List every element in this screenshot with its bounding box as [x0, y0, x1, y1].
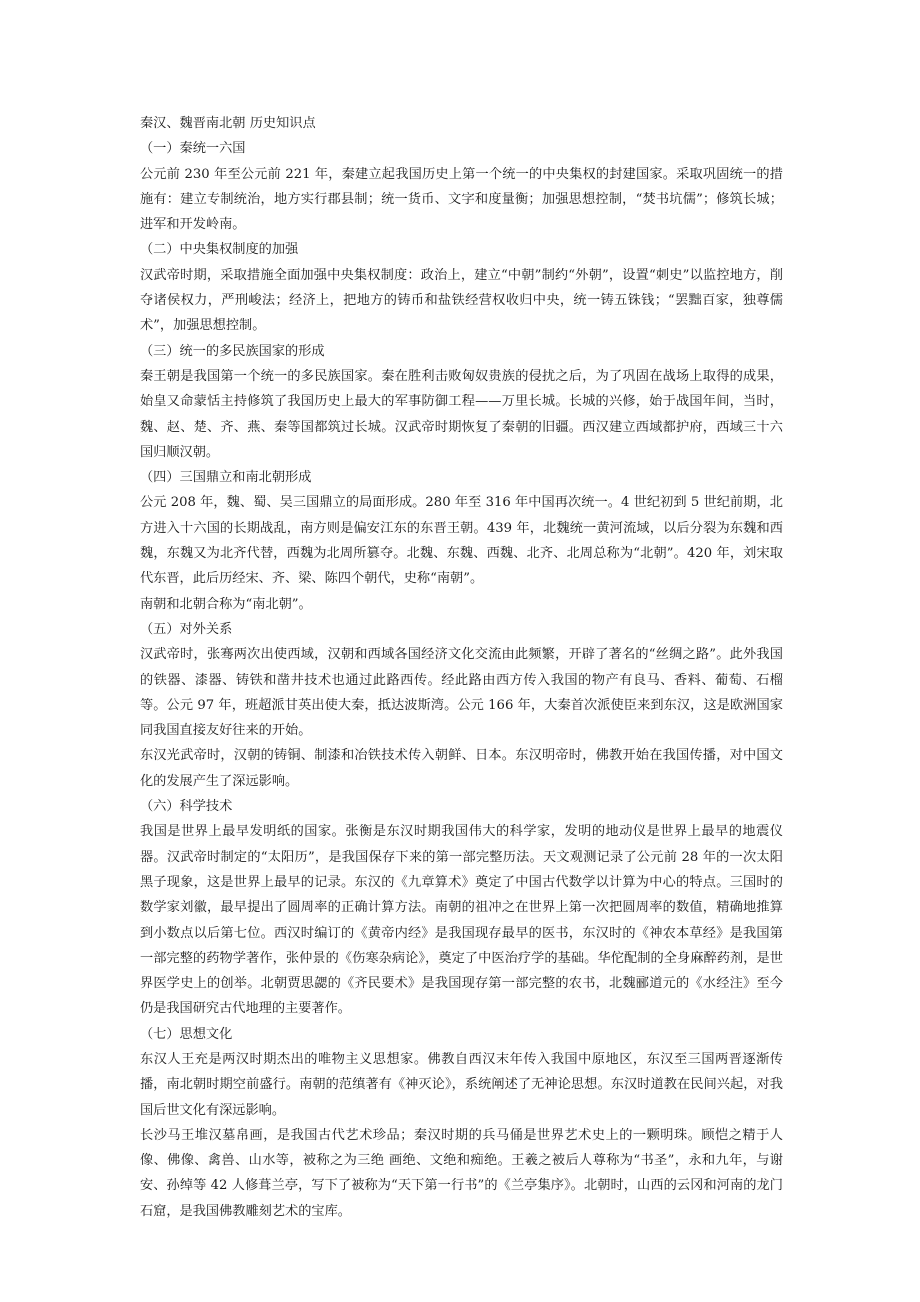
section-5-paragraph-1: 汉武帝时，张骞两次出使西域，汉朝和西域各国经济文化交流由此频繁，开辟了著名的“丝绸之路”。此外我国的铁器、漆器、铸铁和凿井技术也通过此路西传。经此路由西方传入我国的物产有良马、香料、葡萄、石榴等。公元 97 年，班超派甘英出使大秦，抵达波斯湾。公元 166 年，大秦首次派使臣来到东汉，这是欧洲国家同我国直接友好往来的开始。: [140, 647, 783, 739]
section-4-paragraph-2: 南朝和北朝合称为“南北朝”。: [140, 596, 312, 612]
section-heading-3: （三）统一的多民族国家的形成: [140, 343, 325, 359]
section-heading-1: （一）秦统一六国: [140, 141, 246, 157]
section-3-paragraph-1: 秦王朝是我国第一个统一的多民族国家。秦在胜利击败匈奴贵族的侵扰之后，为了巩固在战场上取得的成果，始皇又命蒙恬主持修筑了我国历史上最大的军事防御工程——万里长城。长城的兴修，始于战国年间，当时，魏、赵、楚、齐、燕、秦等国都筑过长城。汉武帝时期恢复了秦朝的旧疆。西汉建立西域都护府，西域三十六国归顺汉朝。: [140, 368, 783, 460]
section-5-paragraph-2: 东汉光武帝时，汉朝的铸铜、制漆和冶铁技术传入朝鲜、日本。东汉明帝时，佛教开始在我国传播，对中国文化的发展产生了深远影响。: [140, 748, 783, 789]
document-title: 秦汉、魏晋南北朝 历史知识点: [140, 116, 316, 131]
section-7-paragraph-1: 东汉人王充是两汉时期杰出的唯物主义思想家。佛教自西汉末年传入我国中原地区，东汉至三国两晋逐渐传播，南北朝时期空前盛行。南朝的范缜著有《神灭论》，系统阐述了无神论思想。东汉时道教在民间兴起，对我国后世文化有深远影响。: [140, 1051, 783, 1118]
section-4-paragraph-1: 公元 208 年，魏、蜀、吴三国鼎立的局面形成。280 年至 316 年中国再次统一。4 世纪初到 5 世纪前期，北方进入十六国的长期战乱，南方则是偏安江东的东晋王朝。439 年，北魏统一黄河流域，以后分裂为东魏和西魏，东魏又为北齐代替，西魏为北周所篡夺。北魏、东魏、西魏、北齐、北周总称为“北朝”。420 年，刘宋取代东晋，此后历经宋、齐、梁、陈四个朝代，史称“南朝”。: [140, 495, 783, 587]
section-heading-5: （五）对外关系: [140, 621, 233, 637]
section-1-paragraph-1: 公元前 230 年至公元前 221 年，秦建立起我国历史上第一个统一的中央集权的封建国家。采取巩固统一的措施有：建立专制统治，地方实行郡县制；统一货币、文字和度量衡；加强思想控制，“焚书坑儒”；修筑长城；进军和开发岭南。: [140, 166, 783, 233]
document-page: [140, 111, 783, 1224]
section-heading-4: （四）三国鼎立和南北朝形成: [140, 470, 312, 486]
section-2-paragraph-1: 汉武帝时期，采取措施全面加强中央集权制度：政治上，建立“中朝”制约“外朝”，设置“刺史”以监控地方，削夺诸侯权力，严刑峻法；经济上，把地方的铸币和盐铁经营权收归中央，统一铸五铢钱；“罢黜百家，独尊儒术”，加强思想控制。: [140, 267, 783, 334]
section-heading-7: （七）思想文化: [140, 1026, 233, 1042]
section-heading-2: （二）中央集权制度的加强: [140, 242, 299, 258]
section-6-paragraph-1: 我国是世界上最早发明纸的国家。张衡是东汉时期我国伟大的科学家，发明的地动仪是世界上最早的地震仪器。汉武帝时制定的“太阳历”，是我国保存下来的第一部完整历法。天文观测记录了公元前 28 年的一次太阳黑子现象，这是世界上最早的记录。东汉的《九章算术》奠定了中国古代数学以计算为中心的特点。三国时的数学家刘徽，最早提出了圆周率的正确计算方法。南朝的祖冲之在世界上第一次把圆周率的数值，精确地推算到小数点以后第七位。西汉时编订的《黄帝内经》是我国现存最早的医书，东汉时的《神农本草经》是我国第一部完整的药物学著作，张仲景的《伤寒杂病论》，奠定了中医治疗学的基础。华佗配制的全身麻醉药剂，是世界医学史上的创举。北朝贾思勰的《齐民要术》是我国现存第一部完整的农书，北魏郦道元的《水经注》至今仍是我国研究古代地理的主要著作。: [140, 824, 783, 1017]
section-heading-6: （六）科学技术: [140, 799, 233, 815]
section-7-paragraph-2: 长沙马王堆汉墓帛画，是我国古代艺术珍品；秦汉时期的兵马俑是世界艺术史上的一颗明珠。顾恺之精于人像、佛像、禽兽、山水等，被称之为三绝 画绝、文绝和痴绝。王羲之被后人尊称为“书圣”，永和九年，与谢安、孙绰等 42 人修葺兰亭，写下了被称为“天下第一行书”的《兰亭集序》。北朝时，山西的云冈和河南的龙门石窟，是我国佛教雕刻艺术的宝库。: [140, 1127, 783, 1219]
